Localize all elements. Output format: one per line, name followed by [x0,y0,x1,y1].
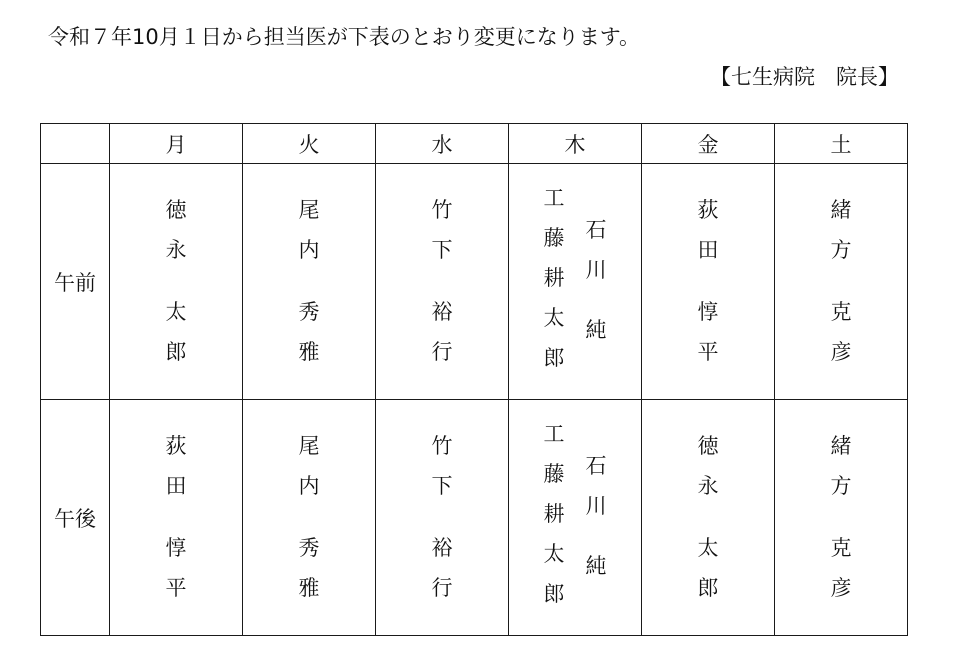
name-char: 裕 [431,536,453,560]
name-char: 徳 [697,434,719,458]
name-char: 郎 [543,582,565,606]
name-char: 裕 [431,300,453,324]
name-char: 郎 [543,346,565,370]
name-char: 下 [431,238,453,262]
day-header: 月 [110,124,243,164]
name-char: 彦 [830,576,852,600]
name-char: 荻 [697,198,719,222]
morning-row [41,164,908,400]
name-char: 藤 [543,226,565,250]
doctor-cell [110,400,243,636]
doctor-cell [775,164,908,400]
name-char: 緒 [830,434,852,458]
name-char: 方 [830,474,852,498]
name-char: 川 [585,258,607,282]
doctor-cell [243,400,376,636]
session-label-morning: 午前 [41,164,110,400]
name-char: 川 [585,494,607,518]
name-char: 内 [298,474,320,498]
name-char: 平 [697,340,719,364]
day-header: 木 [509,124,642,164]
name-char: 平 [165,576,187,600]
name-char: 雅 [298,340,320,364]
name-char: 徳 [165,198,187,222]
day-header: 水 [376,124,509,164]
corner-cell [41,124,110,164]
name-char: 尾 [298,198,320,222]
name-char: 竹 [431,434,453,458]
name-char: 郎 [697,576,719,600]
signature: 【七生病院 院長】 [710,65,899,89]
name-char: 竹 [431,198,453,222]
name-char: 彦 [830,340,852,364]
afternoon-row [41,400,908,636]
name-char: 太 [697,536,719,560]
name-char: 尾 [298,434,320,458]
name-char: 工 [543,422,565,446]
doctor-cell [509,164,642,400]
day-header: 火 [243,124,376,164]
name-char: 純 [585,318,607,342]
name-char: 藤 [543,462,565,486]
doctor-cell [376,400,509,636]
schedule-table [40,123,908,636]
name-char: 緒 [830,198,852,222]
name-char: 秀 [298,300,320,324]
name-char: 石 [585,454,607,478]
session-label-afternoon: 午後 [41,400,110,636]
notice-text: 令和７年10月１日から担当医が下表のとおり変更になります。 [48,25,641,49]
name-char: 行 [431,576,453,600]
name-char: 耕 [543,502,565,526]
name-char: 雅 [298,576,320,600]
name-char: 方 [830,238,852,262]
name-char: 克 [830,536,852,560]
name-char: 純 [585,554,607,578]
doctor-cell [376,164,509,400]
doctor-cell [243,164,376,400]
name-char: 下 [431,474,453,498]
name-char: 太 [543,542,565,566]
name-char: 郎 [165,340,187,364]
header-row [41,124,908,164]
name-char: 永 [165,238,187,262]
name-char: 田 [697,238,719,262]
doctor-cell [509,400,642,636]
name-char: 行 [431,340,453,364]
day-header: 金 [642,124,775,164]
name-char: 永 [697,474,719,498]
name-char: 石 [585,218,607,242]
name-char: 太 [165,300,187,324]
name-char: 惇 [697,300,719,324]
doctor-cell [775,400,908,636]
name-char: 耕 [543,266,565,290]
name-char: 工 [543,186,565,210]
name-char: 内 [298,238,320,262]
doctor-cell [642,400,775,636]
name-char: 秀 [298,536,320,560]
name-char: 惇 [165,536,187,560]
name-char: 荻 [165,434,187,458]
doctor-cell [110,164,243,400]
name-char: 太 [543,306,565,330]
day-header: 土 [775,124,908,164]
name-char: 克 [830,300,852,324]
name-char: 田 [165,474,187,498]
doctor-cell [642,164,775,400]
